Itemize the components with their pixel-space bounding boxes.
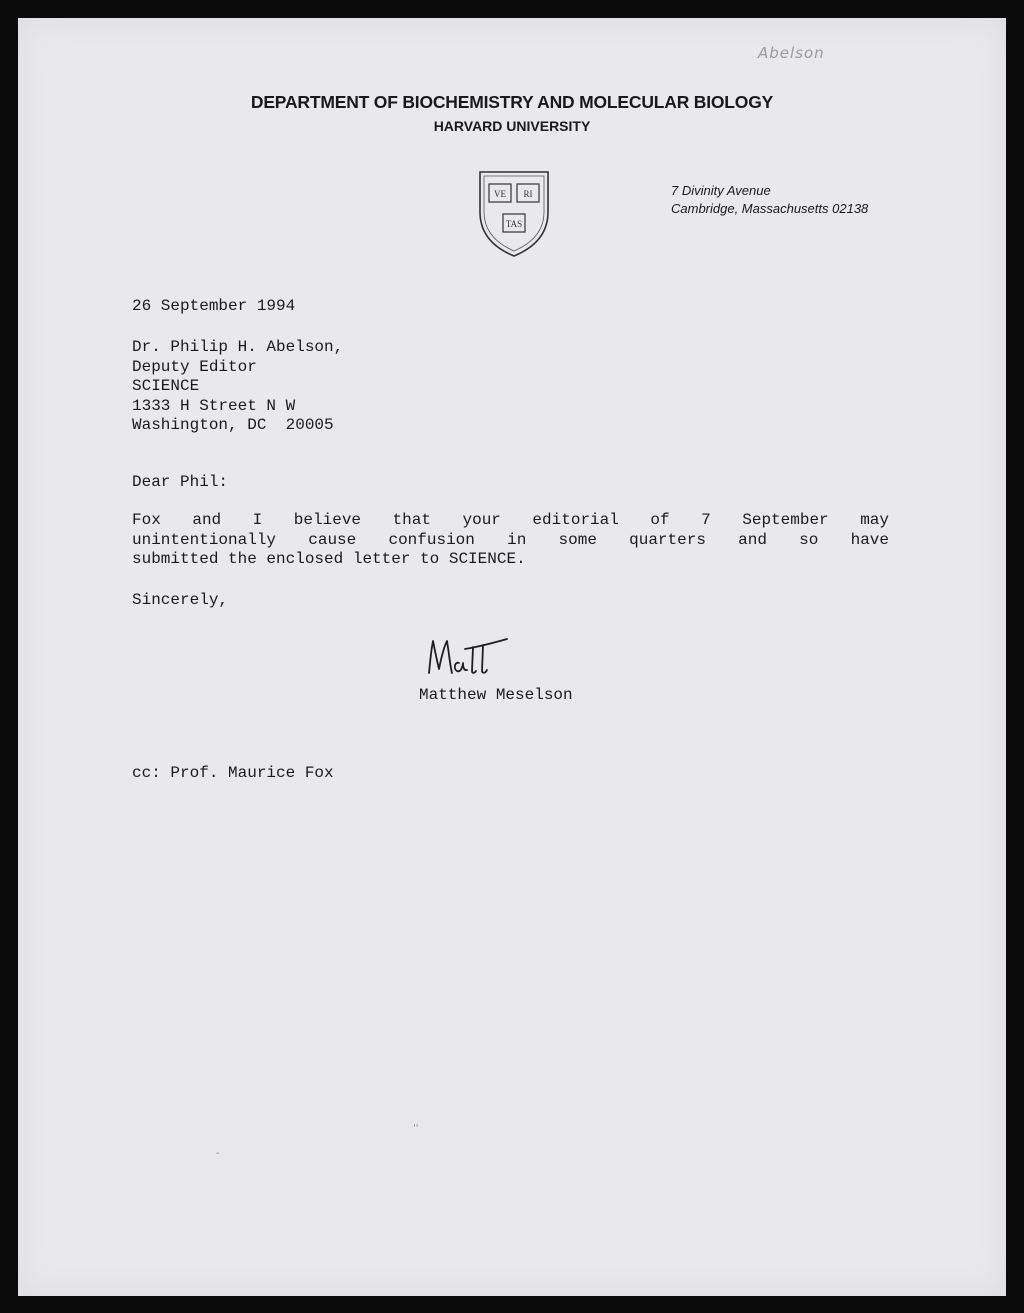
address-city: Cambridge, Massachusetts 02138: [671, 201, 869, 216]
signer-name: Matthew Meselson: [419, 686, 573, 704]
letter-date: 26 September 1994: [132, 297, 296, 315]
recipient-line: Washington, DC 20005: [132, 416, 334, 434]
handwritten-signature: [423, 633, 519, 679]
paper-speck: '': [413, 1123, 419, 1134]
shield-word-2: RI: [523, 189, 533, 199]
body-line: unintentionally cause confusion in some quarters and so have: [132, 530, 889, 549]
body-line: submitted the enclosed letter to SCIENCE.: [132, 550, 526, 568]
department-heading: DEPARTMENT OF BIOCHEMISTRY AND MOLECULAR BIOLOGY: [250, 92, 774, 112]
cc-line: cc: Prof. Maurice Fox: [132, 764, 334, 782]
recipient-line: Dr. Philip H. Abelson,: [132, 338, 344, 356]
recipient-line: 1333 H Street N W: [132, 396, 296, 415]
university-heading: HARVARD UNIVERSITY: [433, 118, 591, 134]
shield-word-1: VE: [494, 189, 506, 199]
letter-page: [18, 18, 1006, 1296]
recipient-line: Deputy Editor: [132, 357, 257, 376]
archive-pencil-note: Abelson: [758, 44, 825, 62]
recipient-line: SCIENCE: [132, 377, 200, 395]
letterhead-address: [671, 182, 868, 218]
salutation: Dear Phil:: [132, 473, 229, 491]
letter-body: [132, 511, 889, 570]
recipient-block: [132, 338, 343, 436]
closing: Sincerely,: [132, 591, 229, 609]
body-line: Fox and I believe that your editorial of 7 September may: [132, 511, 889, 529]
address-street: 7 Divinity Avenue: [671, 183, 771, 198]
harvard-shield-icon: [476, 168, 552, 258]
paper-speck: -: [216, 1148, 220, 1159]
shield-word-3: TAS: [505, 219, 523, 229]
